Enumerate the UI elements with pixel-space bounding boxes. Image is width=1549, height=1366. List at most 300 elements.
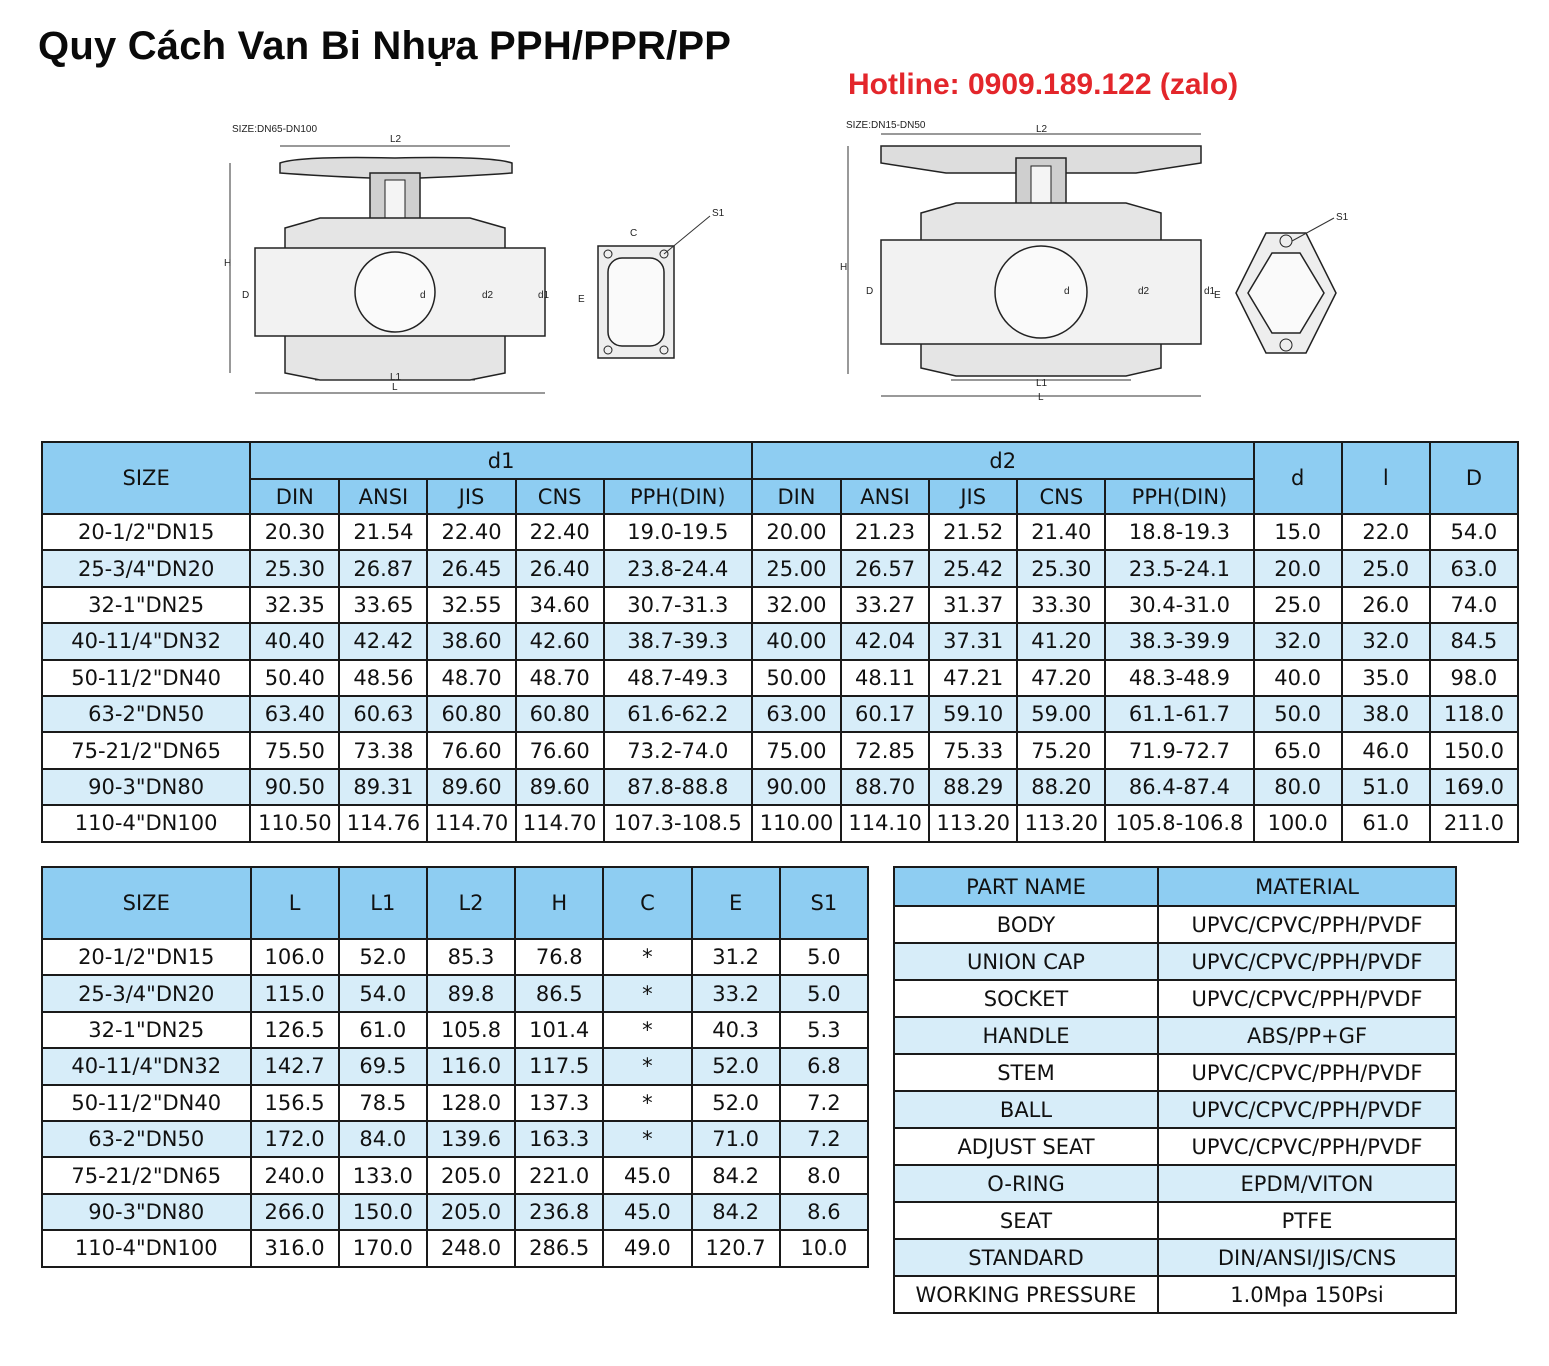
table-row — [894, 1054, 1456, 1091]
value-cell: 21.40 — [1017, 514, 1105, 550]
value-cell: 115.0 — [251, 975, 339, 1011]
value-cell: 48.3-48.9 — [1105, 660, 1253, 696]
table-row — [894, 1202, 1456, 1239]
value-cell: 40.3 — [692, 1012, 780, 1048]
material-cell: UPVC/CPVC/PPH/PVDF — [1158, 980, 1456, 1017]
value-cell: * — [603, 975, 691, 1011]
table-row — [42, 550, 1518, 586]
dimension-table-diameters — [41, 441, 1519, 843]
value-cell: 52.0 — [339, 939, 427, 975]
value-cell: 32.55 — [427, 587, 515, 623]
column-header: S1 — [780, 867, 868, 939]
material-cell: UPVC/CPVC/PPH/PVDF — [1158, 1054, 1456, 1091]
value-cell: 72.85 — [841, 732, 929, 768]
value-cell: 21.52 — [929, 514, 1017, 550]
value-cell: 205.0 — [427, 1194, 515, 1230]
value-cell: 114.76 — [339, 805, 427, 841]
material-cell: ABS/PP+GF — [1158, 1017, 1456, 1054]
table-row — [894, 943, 1456, 980]
size-cell: 50-11/2"DN40 — [42, 660, 250, 696]
dim-label-d2: d2 — [482, 290, 494, 301]
dim-label-h: H — [840, 262, 848, 273]
column-header: MATERIAL — [1158, 867, 1456, 906]
part-name-cell: ADJUST SEAT — [894, 1128, 1158, 1165]
value-cell: 48.7-49.3 — [604, 660, 752, 696]
value-cell: 126.5 — [251, 1012, 339, 1048]
value-cell: 40.40 — [250, 623, 339, 659]
value-cell: 73.38 — [339, 732, 427, 768]
value-cell: 23.5-24.1 — [1105, 550, 1253, 586]
column-header: L — [251, 867, 339, 939]
dim-label-s1: S1 — [1336, 212, 1349, 223]
value-cell: 63.40 — [250, 696, 339, 732]
material-cell: UPVC/CPVC/PPH/PVDF — [1158, 1128, 1456, 1165]
value-cell: 25.30 — [1017, 550, 1105, 586]
column-header: ANSI — [339, 479, 427, 514]
value-cell: 20.0 — [1254, 550, 1342, 586]
value-cell: 25.30 — [250, 550, 339, 586]
size-cell: 20-1/2"DN15 — [42, 514, 250, 550]
value-cell: 133.0 — [339, 1157, 427, 1193]
part-name-cell: O-RING — [894, 1165, 1158, 1202]
material-cell: UPVC/CPVC/PPH/PVDF — [1158, 943, 1456, 980]
value-cell: 60.63 — [339, 696, 427, 732]
value-cell: 89.8 — [427, 975, 515, 1011]
value-cell: 116.0 — [427, 1048, 515, 1084]
value-cell: 137.3 — [515, 1085, 603, 1121]
value-cell: 100.0 — [1254, 805, 1342, 841]
value-cell: 35.0 — [1342, 660, 1430, 696]
table-row — [42, 1194, 868, 1230]
value-cell: 15.0 — [1254, 514, 1342, 550]
column-header: JIS — [929, 479, 1017, 514]
table-row — [42, 1121, 868, 1157]
table-row — [42, 696, 1518, 732]
value-cell: 120.7 — [692, 1230, 780, 1266]
table-row — [42, 805, 1518, 841]
value-cell: 248.0 — [427, 1230, 515, 1266]
dim-label-h: H — [224, 258, 232, 269]
value-cell: 75.50 — [250, 732, 339, 768]
page-title: Quy Cách Van Bi Nhựa PPH/PPR/PP — [38, 24, 732, 68]
dim-label-l2: L2 — [390, 134, 402, 145]
value-cell: 163.3 — [515, 1121, 603, 1157]
value-cell: 73.2-74.0 — [604, 732, 752, 768]
value-cell: 48.56 — [339, 660, 427, 696]
value-cell: * — [603, 1012, 691, 1048]
value-cell: 40.00 — [752, 623, 841, 659]
size-cell: 75-21/2"DN65 — [42, 1157, 251, 1193]
value-cell: 38.3-39.9 — [1105, 623, 1253, 659]
value-cell: 286.5 — [515, 1230, 603, 1266]
value-cell: 25.42 — [929, 550, 1017, 586]
value-cell: 110.00 — [752, 805, 841, 841]
value-cell: 88.29 — [929, 769, 1017, 805]
value-cell: 75.20 — [1017, 732, 1105, 768]
dim-label-l1: L1 — [390, 372, 402, 383]
value-cell: 32.0 — [1254, 623, 1342, 659]
value-cell: 114.70 — [516, 805, 604, 841]
dim-label-d2: d2 — [1138, 286, 1150, 297]
size-cell: 75-21/2"DN65 — [42, 732, 250, 768]
value-cell: 20.00 — [752, 514, 841, 550]
value-cell: 38.7-39.3 — [604, 623, 752, 659]
table-row — [894, 906, 1456, 943]
leader-s1 — [664, 216, 710, 254]
dim-label-c: C — [630, 228, 638, 239]
value-cell: 150.0 — [1430, 732, 1518, 768]
value-cell: 48.11 — [841, 660, 929, 696]
value-cell: * — [603, 1048, 691, 1084]
value-cell: 30.4-31.0 — [1105, 587, 1253, 623]
ball — [995, 246, 1087, 338]
value-cell: 65.0 — [1254, 732, 1342, 768]
value-cell: 75.00 — [752, 732, 841, 768]
dim-label-d1: d1 — [538, 290, 550, 301]
dim-label-d-outer: D — [242, 290, 250, 301]
value-cell: 118.0 — [1430, 696, 1518, 732]
value-cell: 30.7-31.3 — [604, 587, 752, 623]
value-cell: 47.21 — [929, 660, 1017, 696]
value-cell: 90.00 — [752, 769, 841, 805]
dim-label-d: d — [420, 290, 426, 301]
value-cell: 31.37 — [929, 587, 1017, 623]
value-cell: 69.5 — [339, 1048, 427, 1084]
value-cell: 113.20 — [1017, 805, 1105, 841]
size-cell: 32-1"DN25 — [42, 587, 250, 623]
value-cell: 37.31 — [929, 623, 1017, 659]
value-cell: 38.0 — [1342, 696, 1430, 732]
column-header: PPH(DIN) — [604, 479, 752, 514]
value-cell: 26.45 — [427, 550, 515, 586]
value-cell: 78.5 — [339, 1085, 427, 1121]
table-row — [42, 623, 1518, 659]
value-cell: 25.0 — [1254, 587, 1342, 623]
part-name-cell: UNION CAP — [894, 943, 1158, 980]
part-name-cell: STEM — [894, 1054, 1158, 1091]
leader-s1 — [1292, 218, 1334, 241]
value-cell: 25.0 — [1342, 550, 1430, 586]
value-cell: 142.7 — [251, 1048, 339, 1084]
value-cell: 85.3 — [427, 939, 515, 975]
value-cell: 59.00 — [1017, 696, 1105, 732]
value-cell: 63.0 — [1430, 550, 1518, 586]
part-name-cell: SEAT — [894, 1202, 1158, 1239]
value-cell: 22.40 — [516, 514, 604, 550]
value-cell: 48.70 — [427, 660, 515, 696]
column-header: C — [603, 867, 691, 939]
value-cell: 221.0 — [515, 1157, 603, 1193]
column-header: DIN — [752, 479, 841, 514]
dim-label-e: E — [1214, 290, 1221, 301]
value-cell: 128.0 — [427, 1085, 515, 1121]
value-cell: 50.00 — [752, 660, 841, 696]
value-cell: 61.6-62.2 — [604, 696, 752, 732]
part-name-cell: BALL — [894, 1091, 1158, 1128]
value-cell: 19.0-19.5 — [604, 514, 752, 550]
value-cell: 47.20 — [1017, 660, 1105, 696]
value-cell: 26.57 — [841, 550, 929, 586]
value-cell: 42.04 — [841, 623, 929, 659]
value-cell: 106.0 — [251, 939, 339, 975]
value-cell: 61.0 — [1342, 805, 1430, 841]
value-cell: 32.35 — [250, 587, 339, 623]
value-cell: 316.0 — [251, 1230, 339, 1266]
value-cell: 76.60 — [516, 732, 604, 768]
drawing-dn15-dn50 — [836, 118, 1366, 408]
value-cell: 63.00 — [752, 696, 841, 732]
dim-label-e: E — [578, 294, 585, 305]
value-cell: 101.4 — [515, 1012, 603, 1048]
value-cell: 40.0 — [1254, 660, 1342, 696]
table-row — [42, 1157, 868, 1193]
value-cell: 26.40 — [516, 550, 604, 586]
dim-label-d1: d1 — [1204, 286, 1216, 297]
table-row — [894, 1239, 1456, 1276]
value-cell: * — [603, 1085, 691, 1121]
value-cell: 117.5 — [515, 1048, 603, 1084]
value-cell: 156.5 — [251, 1085, 339, 1121]
material-cell: UPVC/CPVC/PPH/PVDF — [1158, 906, 1456, 943]
value-cell: 10.0 — [780, 1230, 868, 1266]
value-cell: 76.8 — [515, 939, 603, 975]
dim-label-s1: S1 — [712, 208, 725, 219]
size-cell: 110-4"DN100 — [42, 1230, 251, 1266]
material-cell: UPVC/CPVC/PPH/PVDF — [1158, 1091, 1456, 1128]
value-cell: 21.54 — [339, 514, 427, 550]
value-cell: 26.0 — [1342, 587, 1430, 623]
value-cell: 50.0 — [1254, 696, 1342, 732]
value-cell: 8.6 — [780, 1194, 868, 1230]
material-cell: 1.0Mpa 150Psi — [1158, 1276, 1456, 1313]
part-name-cell: STANDARD — [894, 1239, 1158, 1276]
value-cell: 266.0 — [251, 1194, 339, 1230]
dim-label-l: L — [392, 382, 398, 393]
column-header: L2 — [427, 867, 515, 939]
value-cell: 169.0 — [1430, 769, 1518, 805]
value-cell: 205.0 — [427, 1157, 515, 1193]
value-cell: 84.2 — [692, 1157, 780, 1193]
column-header: JIS — [427, 479, 515, 514]
table-row — [42, 660, 1518, 696]
value-cell: 23.8-24.4 — [604, 550, 752, 586]
value-cell: 34.60 — [516, 587, 604, 623]
value-cell: 50.40 — [250, 660, 339, 696]
value-cell: 170.0 — [339, 1230, 427, 1266]
value-cell: 107.3-108.5 — [604, 805, 752, 841]
value-cell: 114.70 — [427, 805, 515, 841]
value-cell: 139.6 — [427, 1121, 515, 1157]
value-cell: 45.0 — [603, 1157, 691, 1193]
value-cell: 211.0 — [1430, 805, 1518, 841]
size-label: SIZE:DN65-DN100 — [232, 124, 318, 135]
value-cell: 60.80 — [516, 696, 604, 732]
d2-header: d2 — [752, 442, 1254, 479]
value-cell: 48.70 — [516, 660, 604, 696]
value-cell: 52.0 — [692, 1085, 780, 1121]
dim-label-d-outer: D — [866, 286, 874, 297]
value-cell: 71.9-72.7 — [1105, 732, 1253, 768]
dim-label-l1: L1 — [1036, 378, 1048, 389]
value-cell: 31.2 — [692, 939, 780, 975]
table-row — [894, 1165, 1456, 1202]
value-cell: 60.80 — [427, 696, 515, 732]
column-header: PPH(DIN) — [1105, 479, 1253, 514]
dim-label-l2: L2 — [1036, 124, 1048, 135]
size-cell: 32-1"DN25 — [42, 1012, 251, 1048]
part-name-cell: BODY — [894, 906, 1158, 943]
valve-drawing-right — [836, 118, 1366, 408]
table-row — [42, 1230, 868, 1266]
table-row — [42, 587, 1518, 623]
value-cell: 61.0 — [339, 1012, 427, 1048]
value-cell: 18.8-19.3 — [1105, 514, 1253, 550]
value-cell: 74.0 — [1430, 587, 1518, 623]
value-cell: 22.40 — [427, 514, 515, 550]
table-row — [42, 1012, 868, 1048]
value-cell: 61.1-61.7 — [1105, 696, 1253, 732]
value-cell: 86.4-87.4 — [1105, 769, 1253, 805]
material-cell: EPDM/VITON — [1158, 1165, 1456, 1202]
size-cell: 40-11/4"DN32 — [42, 1048, 251, 1084]
column-header: CNS — [516, 479, 604, 514]
table-row — [42, 939, 868, 975]
table-row — [42, 1048, 868, 1084]
value-cell: 49.0 — [603, 1230, 691, 1266]
valve-drawing-left — [220, 118, 740, 408]
size-label: SIZE:DN15-DN50 — [846, 120, 926, 131]
value-cell: 46.0 — [1342, 732, 1430, 768]
column-header: ANSI — [841, 479, 929, 514]
value-cell: 7.2 — [780, 1085, 868, 1121]
value-cell: 86.5 — [515, 975, 603, 1011]
column-header: L1 — [339, 867, 427, 939]
size-cell: 25-3/4"DN20 — [42, 550, 250, 586]
value-cell: 60.17 — [841, 696, 929, 732]
flange-opening — [608, 258, 664, 346]
table-row — [894, 980, 1456, 1017]
size-cell: 110-4"DN100 — [42, 805, 250, 841]
value-cell: 51.0 — [1342, 769, 1430, 805]
table-row — [894, 1276, 1456, 1313]
value-cell: 80.0 — [1254, 769, 1342, 805]
value-cell: 84.5 — [1430, 623, 1518, 659]
column-header: H — [515, 867, 603, 939]
value-cell: 32.00 — [752, 587, 841, 623]
part-name-cell: WORKING PRESSURE — [894, 1276, 1158, 1313]
value-cell: 22.0 — [1342, 514, 1430, 550]
value-cell: 25.00 — [752, 550, 841, 586]
value-cell: 33.65 — [339, 587, 427, 623]
value-cell: 42.42 — [339, 623, 427, 659]
table-row — [42, 1085, 868, 1121]
table-row — [42, 769, 1518, 805]
value-cell: 105.8 — [427, 1012, 515, 1048]
column-header: PART NAME — [894, 867, 1158, 906]
column-header: DIN — [250, 479, 339, 514]
value-cell: 32.0 — [1342, 623, 1430, 659]
value-cell: 89.31 — [339, 769, 427, 805]
dim-label-l: L — [1038, 392, 1044, 403]
column-header: CNS — [1017, 479, 1105, 514]
table-row — [894, 1017, 1456, 1054]
value-cell: 88.20 — [1017, 769, 1105, 805]
value-cell: * — [603, 1121, 691, 1157]
size-cell: 63-2"DN50 — [42, 696, 250, 732]
size-cell: 40-11/4"DN32 — [42, 623, 250, 659]
value-cell: 114.10 — [841, 805, 929, 841]
l-header: l — [1342, 442, 1430, 514]
value-cell: 38.60 — [427, 623, 515, 659]
size-cell: 90-3"DN80 — [42, 1194, 251, 1230]
value-cell: 5.0 — [780, 939, 868, 975]
value-cell: 71.0 — [692, 1121, 780, 1157]
value-cell: 172.0 — [251, 1121, 339, 1157]
size-cell: 63-2"DN50 — [42, 1121, 251, 1157]
column-header: SIZE — [42, 867, 251, 939]
dim-label-d: d — [1064, 286, 1070, 297]
value-cell: 8.0 — [780, 1157, 868, 1193]
value-cell: 7.2 — [780, 1121, 868, 1157]
part-name-cell: SOCKET — [894, 980, 1158, 1017]
value-cell: 52.0 — [692, 1048, 780, 1084]
value-cell: 5.0 — [780, 975, 868, 1011]
value-cell: 59.10 — [929, 696, 1017, 732]
value-cell: 89.60 — [427, 769, 515, 805]
value-cell: 6.8 — [780, 1048, 868, 1084]
value-cell: 105.8-106.8 — [1105, 805, 1253, 841]
table-row — [894, 1091, 1456, 1128]
size-cell: 90-3"DN80 — [42, 769, 250, 805]
drawing-dn65-dn100 — [220, 118, 740, 408]
dimension-table-lengths — [41, 866, 869, 1268]
table-row — [42, 975, 868, 1011]
value-cell: 90.50 — [250, 769, 339, 805]
value-cell: 54.0 — [1430, 514, 1518, 550]
value-cell: 33.30 — [1017, 587, 1105, 623]
value-cell: 33.27 — [841, 587, 929, 623]
size-cell: 20-1/2"DN15 — [42, 939, 251, 975]
part-name-cell: HANDLE — [894, 1017, 1158, 1054]
column-header: E — [692, 867, 780, 939]
table-row — [894, 1128, 1456, 1165]
value-cell: 89.60 — [516, 769, 604, 805]
table-row — [42, 732, 1518, 768]
value-cell: 26.87 — [339, 550, 427, 586]
table-row — [42, 514, 1518, 550]
value-cell: 75.33 — [929, 732, 1017, 768]
value-cell: 41.20 — [1017, 623, 1105, 659]
value-cell: 240.0 — [251, 1157, 339, 1193]
value-cell: 84.0 — [339, 1121, 427, 1157]
d1-header: d1 — [250, 442, 752, 479]
size-cell: 25-3/4"DN20 — [42, 975, 251, 1011]
d-header: d — [1254, 442, 1342, 514]
value-cell: 87.8-88.8 — [604, 769, 752, 805]
value-cell: 113.20 — [929, 805, 1017, 841]
value-cell: 98.0 — [1430, 660, 1518, 696]
D-header: D — [1430, 442, 1518, 514]
value-cell: 33.2 — [692, 975, 780, 1011]
value-cell: 42.60 — [516, 623, 604, 659]
value-cell: 76.60 — [427, 732, 515, 768]
value-cell: 54.0 — [339, 975, 427, 1011]
value-cell: 110.50 — [250, 805, 339, 841]
value-cell: * — [603, 939, 691, 975]
hotline-text: Hotline: 0909.189.122 (zalo) — [848, 68, 1239, 101]
value-cell: 20.30 — [250, 514, 339, 550]
value-cell: 21.23 — [841, 514, 929, 550]
